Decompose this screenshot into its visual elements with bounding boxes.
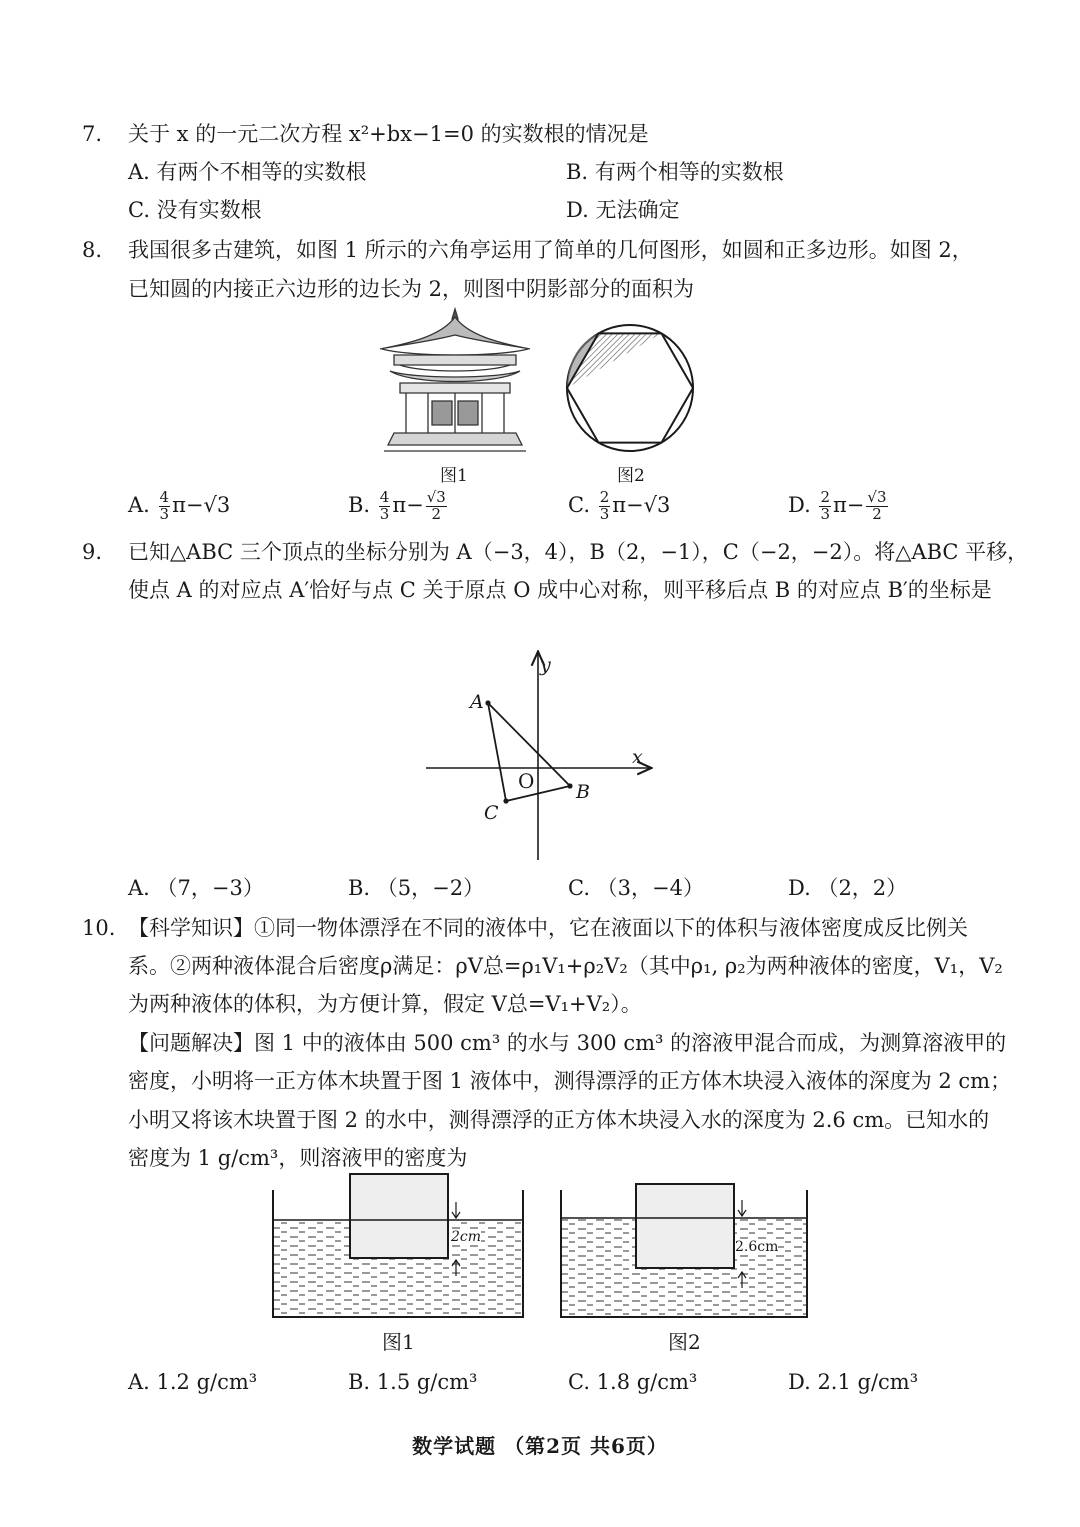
coordinate-diagram bbox=[420, 645, 660, 865]
q10-option-a: A. 1.2 g/cm³ bbox=[128, 1370, 258, 1394]
wood-block-2 bbox=[636, 1184, 734, 1268]
q7-option-c: C. 没有实数根 bbox=[128, 198, 262, 222]
page-footer: 数学试题 （第2页 共6页） bbox=[412, 1434, 668, 1458]
label-origin: O bbox=[518, 769, 535, 793]
q9-option-b: B. （5，−2） bbox=[348, 876, 485, 900]
q10-line4: 【问题解决】图 1 中的液体由 500 cm³ 的水与 300 cm³ 的溶液甲混合而成，为测算溶液甲的 bbox=[128, 1031, 1007, 1055]
q10-number: 10. bbox=[82, 916, 116, 940]
q10-option-d: D. 2.1 g/cm³ bbox=[788, 1370, 919, 1394]
q9-option-a: A. （7，−3） bbox=[128, 876, 264, 900]
q10-option-b: B. 1.5 g/cm³ bbox=[348, 1370, 478, 1394]
q10-fig2-caption: 图2 bbox=[668, 1330, 701, 1354]
q10-line5: 密度，小明将一正方体木块置于图 1 液体中，测得漂浮的正方体木块浸入液体的深度为 2 cm； bbox=[128, 1069, 1012, 1093]
q10-line2: 系。②两种液体混合后密度ρ满足：ρV总=ρ₁V₁+ρ₂V₂（其中ρ₁, ρ₂为两种液体的密度，V₁，V₂ bbox=[128, 954, 1003, 978]
q9-number: 9. bbox=[82, 540, 103, 564]
q10-fig1-caption: 图1 bbox=[382, 1330, 415, 1354]
q8-option-c: C. $\frac{2}{3}$ π−√3 bbox=[568, 488, 671, 523]
q7-option-d: D. 无法确定 bbox=[566, 198, 680, 222]
circle-hexagon-figure bbox=[560, 318, 700, 458]
beaker-figure-1 bbox=[270, 1170, 526, 1320]
q7-option-a: A. 有两个不相等的实数根 bbox=[128, 160, 367, 184]
q8-option-d: D. $\frac{2}{3}$ π− $\frac{√3}{2}$ bbox=[788, 488, 887, 523]
fig2-depth-label: 2.6cm bbox=[735, 1239, 779, 1255]
q8-fig2-caption: 图2 bbox=[617, 466, 645, 486]
q8-stem-line2: 已知圆的内接正六边形的边长为 2，则图中阴影部分的面积为 bbox=[128, 277, 695, 301]
q7-stem: 关于 x 的一元二次方程 x²+bx−1=0 的实数根的情况是 bbox=[128, 122, 649, 146]
q10-line3: 为两种液体的体积，为方便计算，假定 V总=V₁+V₂）。 bbox=[128, 992, 642, 1016]
x-axis-label: x bbox=[632, 746, 643, 768]
q10-line7: 密度为 1 g/cm³，则溶液甲的密度为 bbox=[128, 1146, 468, 1170]
q9-stem-line1: 已知△ABC 三个顶点的坐标分别为 A（−3，4），B（2，−1），C（−2，−2）。将△ABC 平移， bbox=[128, 540, 1029, 564]
label-c: C bbox=[484, 802, 499, 824]
q9-option-d: D. （2，2） bbox=[788, 876, 908, 900]
q10-option-c: C. 1.8 g/cm³ bbox=[568, 1370, 698, 1394]
point-a bbox=[485, 700, 490, 705]
q10-line6: 小明又将该木块置于图 2 的水中，测得漂浮的正方体木块浸入水的深度为 2.6 cm。已知水的 bbox=[128, 1108, 990, 1132]
q8-stem-line1: 我国很多古建筑，如图 1 所示的六角亭运用了简单的几何图形，如圆和正多边形。如图 2， bbox=[128, 238, 973, 262]
q7-option-b: B. 有两个相等的实数根 bbox=[566, 160, 784, 184]
q9-option-c: C. （3，−4） bbox=[568, 876, 704, 900]
label-b: B bbox=[576, 781, 590, 803]
point-b bbox=[567, 783, 572, 788]
q9-stem-line2: 使点 A 的对应点 A′恰好与点 C 关于原点 O 成中心对称，则平移后点 B 的对应点 B′的坐标是 bbox=[128, 578, 992, 602]
point-c bbox=[503, 798, 508, 803]
q8-option-b: B. $\frac{4}{3}$ π− $\frac{√3}{2}$ bbox=[348, 488, 446, 523]
q7-number: 7. bbox=[82, 122, 103, 146]
fig1-depth-label: 2cm bbox=[451, 1229, 482, 1245]
q8-fig1-caption: 图1 bbox=[440, 466, 468, 486]
q8-number: 8. bbox=[82, 238, 103, 262]
y-axis-label: y bbox=[540, 654, 551, 676]
label-a: A bbox=[470, 691, 484, 713]
wood-block-1 bbox=[350, 1174, 448, 1258]
q8-option-a: A. $\frac{4}{3}$ π−√3 bbox=[128, 488, 231, 523]
pavilion-image bbox=[372, 305, 538, 457]
q10-line1: 【科学知识】①同一物体漂浮在不同的液体中，它在液面以下的体积与液体密度成反比例关 bbox=[128, 916, 968, 940]
